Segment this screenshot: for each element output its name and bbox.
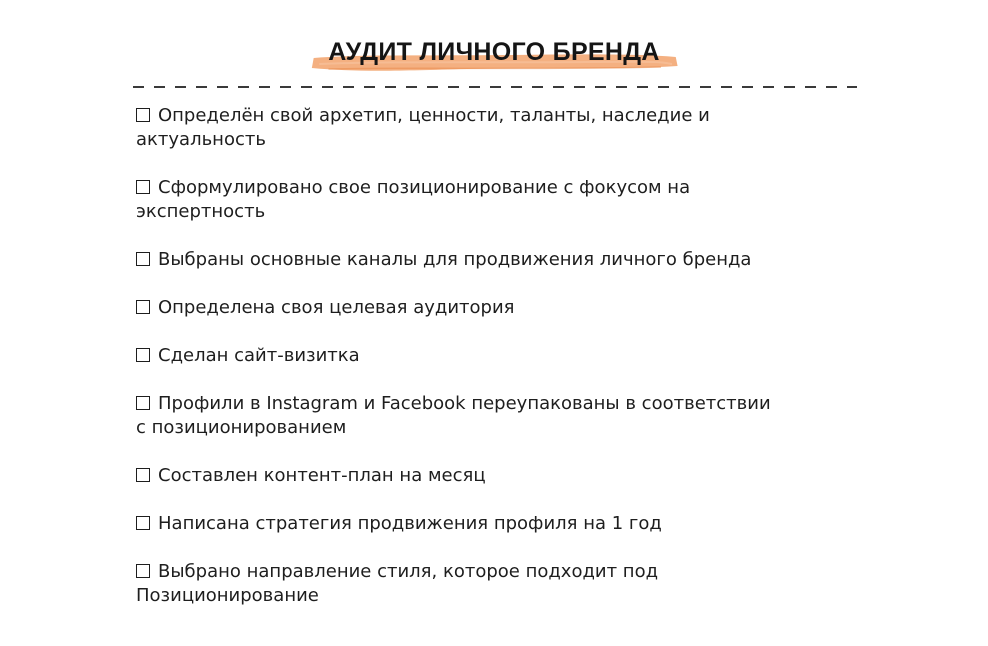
checklist-item	[136, 344, 836, 368]
checklist-item-text-cont: экспертность	[136, 201, 266, 222]
checklist-item	[136, 560, 836, 608]
title-area	[0, 30, 988, 74]
checklist-item-text: Выбрано направление стиля, которое подходит под	[158, 561, 659, 582]
checklist-item-text: Определён свой архетип, ценности, таланты, наследие и	[158, 105, 710, 126]
checklist	[136, 104, 836, 608]
checklist-item	[136, 392, 836, 440]
checkbox[interactable]	[136, 300, 150, 314]
checklist-item-text-cont: актуальность	[136, 129, 266, 150]
checklist-item-text: Определена своя целевая аудитория	[158, 297, 515, 318]
checklist-item-text: Выбраны основные каналы для продвижения личного бренда	[158, 249, 752, 270]
checklist-item	[136, 512, 836, 536]
checklist-item-text: Сделан сайт-визитка	[158, 345, 360, 366]
checklist-item	[136, 248, 836, 272]
checklist-item	[136, 296, 836, 320]
checkbox[interactable]	[136, 252, 150, 266]
checklist-item-text: Сформулировано свое позиционирование с фокусом на	[158, 177, 691, 198]
checkbox[interactable]	[136, 516, 150, 530]
checkbox[interactable]	[136, 396, 150, 410]
checkbox[interactable]	[136, 468, 150, 482]
checkbox[interactable]	[136, 348, 150, 362]
checklist-item-text-cont: с позиционированием	[136, 417, 347, 438]
checkbox[interactable]	[136, 564, 150, 578]
checklist-item-text: Написана стратегия продвижения профиля на 1 год	[158, 513, 662, 534]
checkbox[interactable]	[136, 180, 150, 194]
dashed-divider	[133, 86, 857, 88]
checklist-item	[136, 176, 836, 224]
checklist-item	[136, 464, 836, 488]
title-box	[318, 38, 669, 67]
checklist-item	[136, 104, 836, 152]
checkbox[interactable]	[136, 108, 150, 122]
page-title: АУДИТ ЛИЧНОГО БРЕНДА	[328, 37, 660, 66]
checklist-item-text-cont: Позиционирование	[136, 585, 319, 606]
checklist-item-text: Профили в Instagram и Facebook переупакованы в соответствии	[158, 393, 771, 414]
checklist-item-text: Составлен контент-план на месяц	[158, 465, 486, 486]
